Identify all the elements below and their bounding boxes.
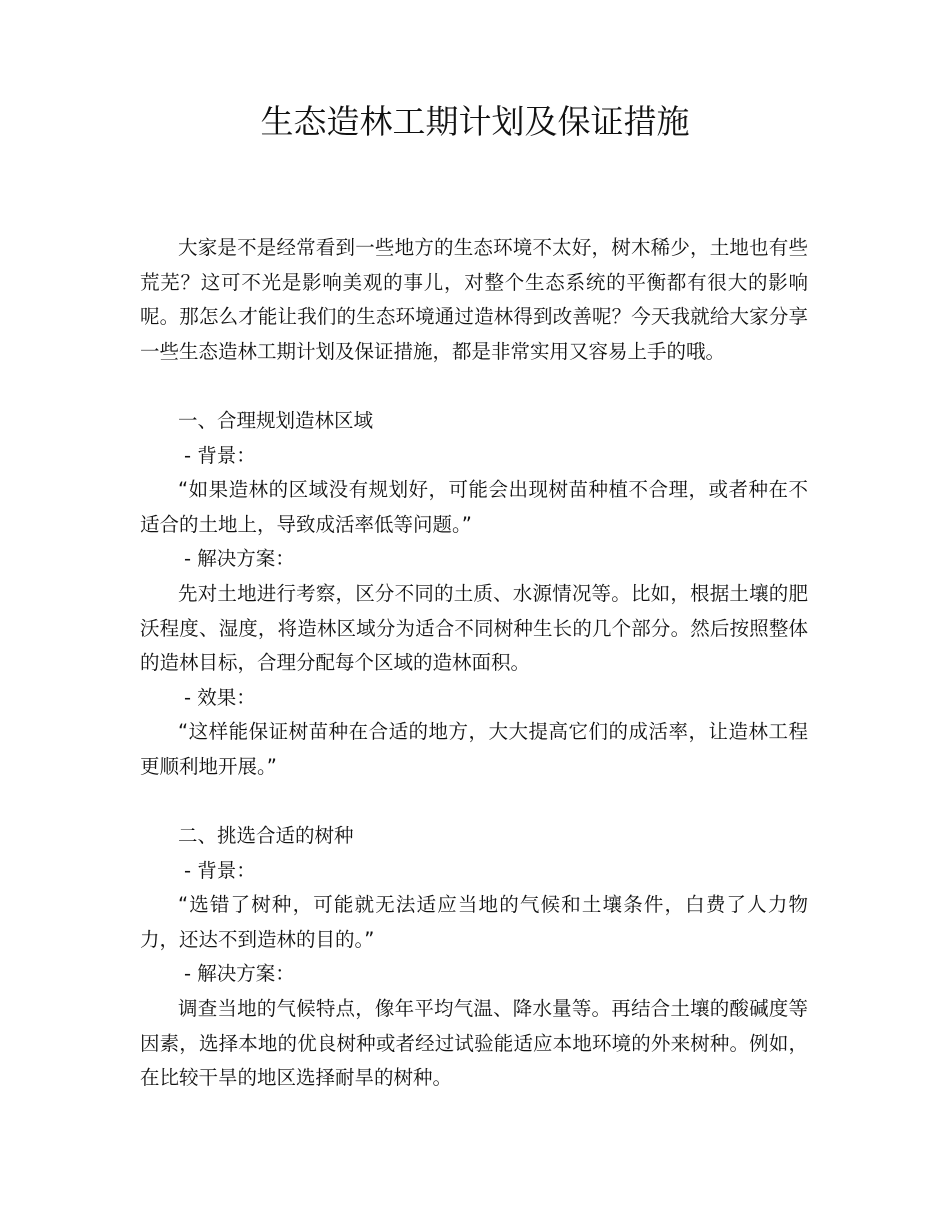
section-heading: 二、挑选合适的树种 <box>178 824 354 848</box>
background-label: - 背景： <box>184 858 256 882</box>
background-label: - 背景： <box>184 443 256 467</box>
intro-paragraph: 大家是不是经常看到一些地方的生态环境不太好，树木稀少，土地也有些荒芜？这可不光是影响美观的事儿，对整个生态系统的平衡都有很大的影响呢。那怎么才能让我们的生态环境通过造林得到改善呢？今天我就给大家分享一些生态造林工期计划及保证措施，都是非常实用又容易上手的哦。 <box>140 236 808 363</box>
paragraph-gap <box>140 785 808 820</box>
effect-text: “这样能保证树苗种在合适的地方，大大提高它们的成活率，让造林工程更顺利地开展。” <box>140 720 808 778</box>
background-text: “如果造林的区域没有规划好，可能会出现树苗种植不合理，或者种在不适合的土地上，导致成活率低等问题。” <box>140 478 808 536</box>
document-body <box>140 231 808 1096</box>
effect-label: - 效果： <box>184 685 256 709</box>
page-title: 生态造林工期计划及保证措施 <box>260 102 690 141</box>
section-heading: 一、合理规划造林区域 <box>178 408 374 432</box>
background-text: “选错了树种，可能就无法适应当地的气候和土壤条件，白费了人力物力，还达不到造林的目的。” <box>140 893 808 951</box>
solution-label: - 解决方案： <box>184 962 295 986</box>
solution-text: 先对土地进行考察，区分不同的土质、水源情况等。比如，根据土壤的肥沃程度、湿度，将造林区域分为适合不同树种生长的几个部分。然后按照整体的造林目标，合理分配每个区域的造林面积。 <box>140 581 808 675</box>
solution-text: 调查当地的气候特点，像年平均气温、降水量等。再结合土壤的酸碱度等因素，选择本地的优良树种或者经过试验能适应本地环境的外来树种。例如，在比较干旱的地区选择耐旱的树种。 <box>140 997 808 1090</box>
paragraph-gap <box>140 369 808 404</box>
solution-label: - 解决方案： <box>184 547 295 571</box>
